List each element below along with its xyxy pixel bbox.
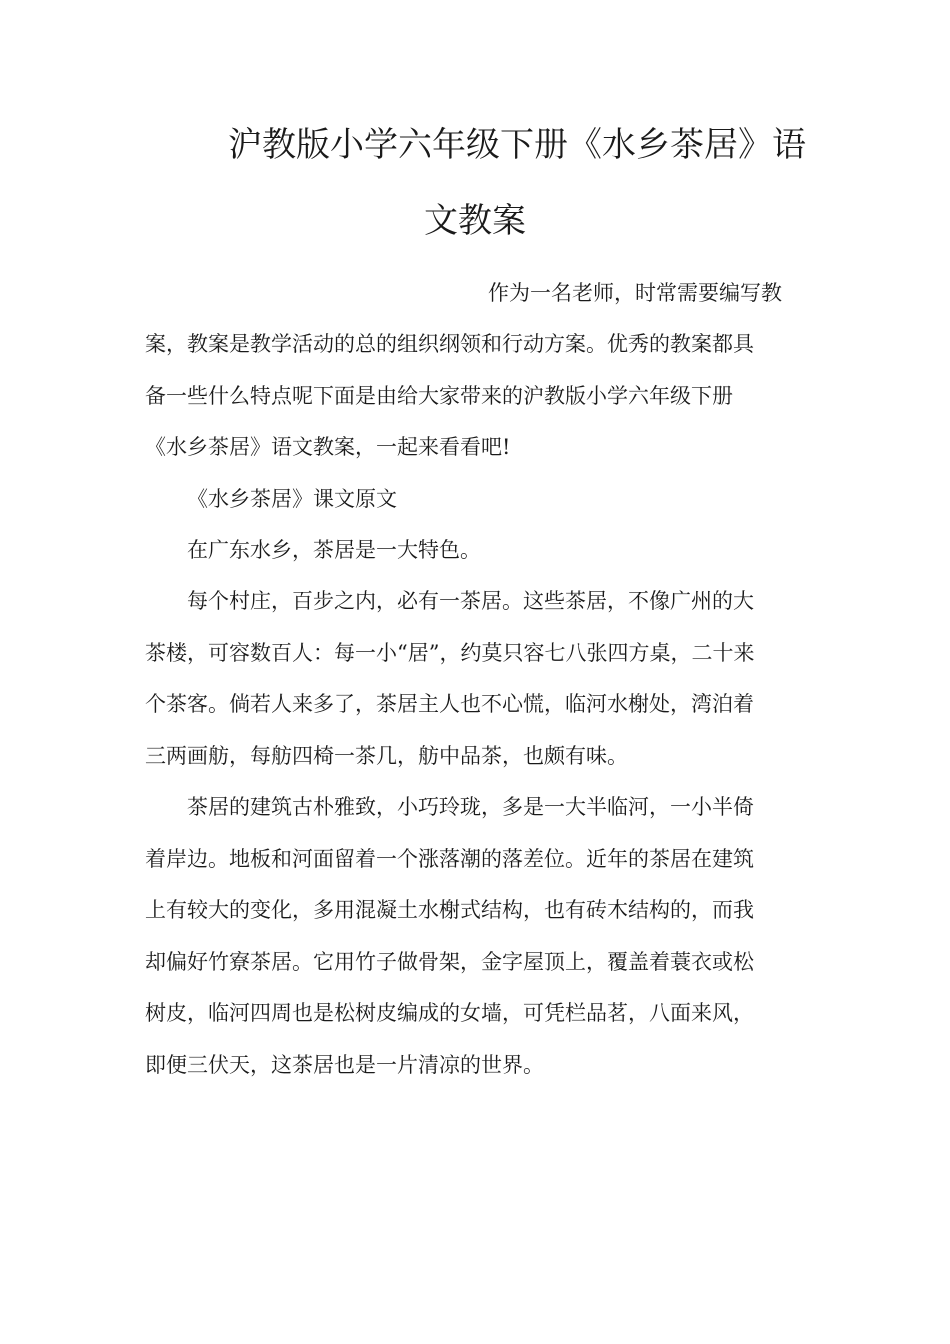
intro-line: 案，教案是教学活动的总的组织纲领和行动方案。优秀的教案都具: [145, 332, 754, 356]
paragraph-2-line: 个茶客。倘若人来多了，茶居主人也不心慌，临河水榭处，湾泊着: [145, 692, 754, 716]
paragraph-2-line: 茶楼，可容数百人：每一小“居”，约莫只容七八张四方桌，二十来: [145, 641, 755, 665]
paragraph-3-line: 上有较大的变化，多用混凝土水榭式结构，也有砖木结构的，而我: [145, 898, 754, 922]
paragraph-2-line: 三两画舫，每舫四椅一茶几，舫中品茶，也颇有味。: [145, 744, 628, 768]
document-title-line-1: 沪教版小学六年级下册《水乡茶居》语: [228, 125, 806, 165]
paragraph-3-line: 树皮，临河四周也是松树皮编成的女墙，可凭栏品茗，八面来风，: [145, 1001, 754, 1025]
document-title-line-2: 文教案: [424, 201, 526, 241]
paragraph-3-line: 却偏好竹寮茶居。它用竹子做骨架，金字屋顶上，覆盖着蓑衣或松: [145, 950, 754, 974]
paragraph-2-line: 每个村庄，百步之内，必有一茶居。这些茶居，不像广州的大: [187, 589, 754, 613]
paragraph-1: 在广东水乡，茶居是一大特色。: [187, 538, 481, 562]
intro-line: 备一些什么特点呢下面是由给大家带来的沪教版小学六年级下册: [145, 384, 733, 408]
intro-line: 作为一名老师，时常需要编写教: [488, 281, 782, 305]
paragraph-3-line: 茶居的建筑古朴雅致，小巧玲珑，多是一大半临河，一小半倚: [187, 795, 754, 819]
paragraph-3-line: 着岸边。地板和河面留着一个涨落潮的落差位。近年的茶居在建筑: [145, 847, 754, 871]
section-heading: 《水乡茶居》课文原文: [187, 487, 397, 511]
intro-line: 《水乡茶居》语文教案，一起来看看吧!: [145, 435, 511, 459]
paragraph-3-line: 即便三伏天，这茶居也是一片清凉的世界。: [145, 1053, 544, 1077]
